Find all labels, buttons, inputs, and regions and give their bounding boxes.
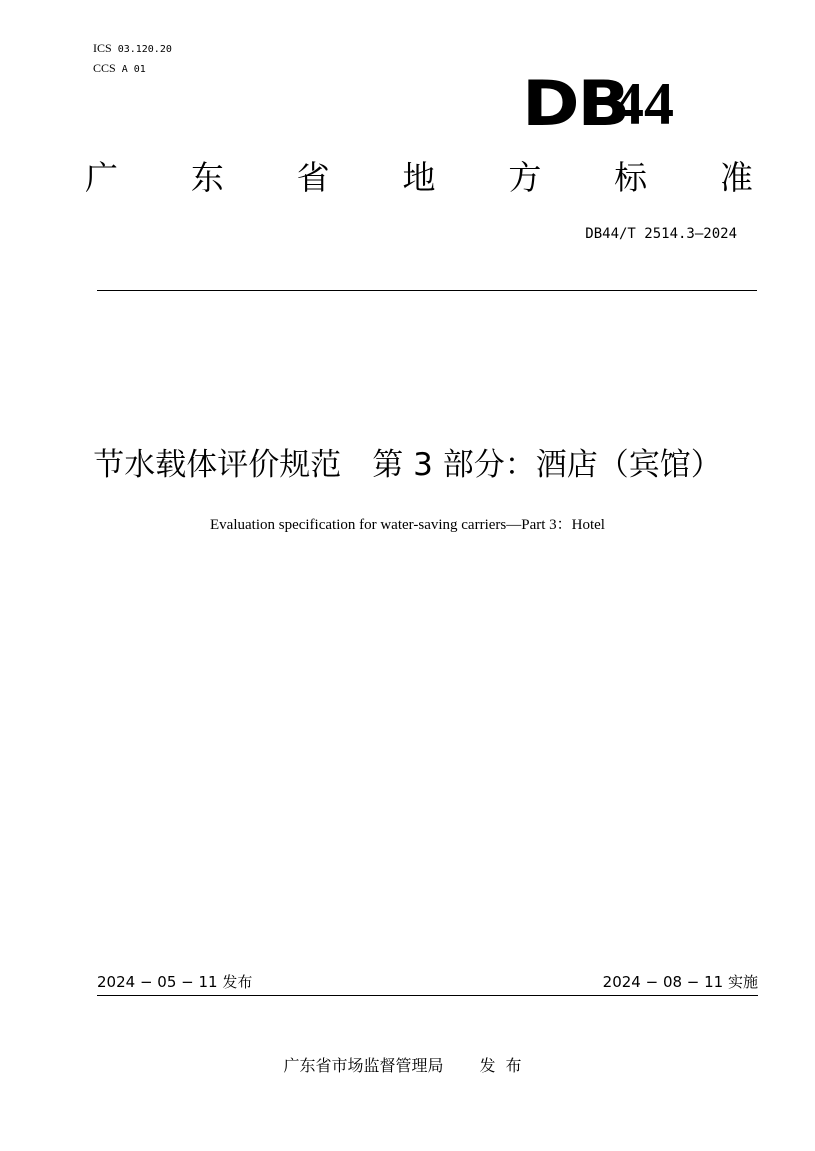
bottom-divider bbox=[97, 995, 758, 996]
standard-type-char: 准 bbox=[719, 158, 753, 197]
title-english: Evaluation specification for water-saving carriers—Part 3：Hotel bbox=[210, 517, 605, 533]
standard-type-char: 方 bbox=[508, 158, 542, 197]
ics-line bbox=[93, 41, 172, 57]
standard-type-char: 省 bbox=[296, 158, 330, 197]
logo-number: 44 bbox=[614, 71, 674, 137]
implementation-date: 2024 − 08 − 11 实施 bbox=[602, 973, 758, 991]
ccs-code: A 01 bbox=[121, 64, 146, 75]
standard-type-char: 东 bbox=[190, 158, 224, 197]
logo-letters: DB bbox=[522, 67, 629, 140]
standard-type-char: 标 bbox=[614, 158, 648, 197]
publisher-name: 广东省市场监督管理局 bbox=[283, 1056, 444, 1075]
db44-logo bbox=[522, 67, 674, 140]
standard-type-char: 地 bbox=[402, 158, 436, 197]
publisher-line bbox=[0, 1055, 815, 1077]
title-chinese: 节水载体评价规范 第 3 部分：酒店（宾馆） bbox=[93, 447, 722, 483]
ics-label: ICS bbox=[93, 41, 112, 55]
issue-date: 2024 − 05 − 11 发布 bbox=[97, 973, 253, 991]
ccs-line bbox=[93, 61, 146, 77]
standard-type-char: 广 bbox=[85, 158, 118, 197]
standard-number: DB44/T 2514.3—2024 bbox=[585, 226, 737, 242]
ics-code: 03.120.20 bbox=[117, 44, 172, 55]
publish-action: 发布 bbox=[479, 1056, 532, 1075]
standard-type-heading bbox=[85, 157, 753, 199]
top-divider bbox=[97, 290, 757, 291]
ccs-label: CCS bbox=[93, 61, 116, 75]
